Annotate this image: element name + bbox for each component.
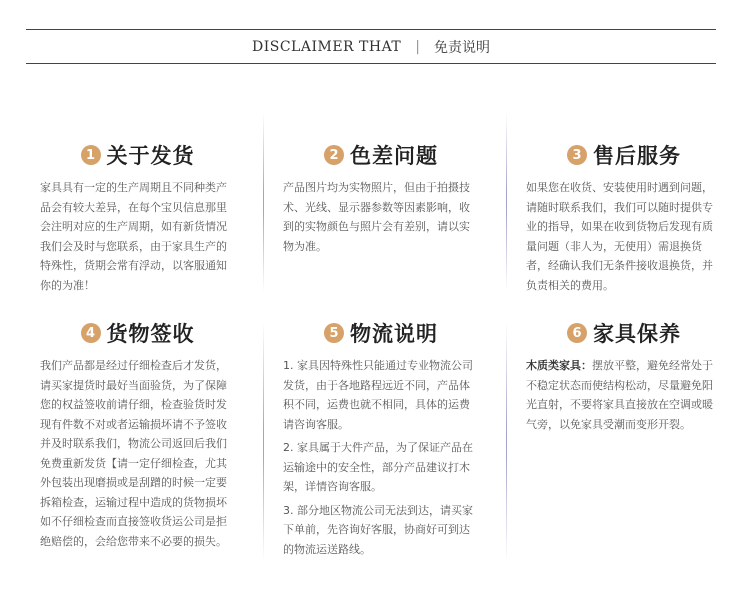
header-title-cn: 免责说明 (434, 39, 490, 56)
card-body (283, 356, 479, 559)
card-title (526, 140, 722, 170)
card-maintenance (526, 318, 722, 434)
card-body (40, 356, 235, 551)
column-divider (506, 322, 507, 562)
wood-furniture-label: 木质类家具： (526, 359, 592, 372)
card-text (526, 356, 722, 434)
card-body (40, 178, 235, 295)
header-title-en: DISCLAIMER THAT (252, 38, 402, 55)
card-body (283, 178, 479, 256)
number-badge: 6 (567, 323, 587, 343)
card-title (40, 318, 235, 348)
column-divider (263, 322, 264, 562)
maintenance-text: 摆放平整，避免经常处于不稳定状态而使结构松动，尽量避免阳光直射，不要将家具直接放在空调或暖气旁，以免家具受潮而变形开裂。 (526, 359, 713, 431)
disclaimer-header (26, 30, 716, 63)
card-receipt (40, 318, 235, 551)
logistics-item-2: 2. 家具属于大件产品，为了保证产品在运输途中的安全性，部分产品建议打木架，详情咨询客服。 (283, 441, 473, 493)
card-heading: 色差问题 (350, 144, 438, 168)
card-text: 家具具有一定的生产周期且不同种类产品会有较大差异，在每个宝贝信息那里会注明对应的生产周期，如有新货情况我们会及时与您联系，由于家具生产的特殊性，货期会常有浮动，以客服通知你的为准！ (40, 181, 227, 292)
logistics-item-1: 1. 家具因特殊性只能通过专业物流公司发货，由于各地路程远近不同，产品体积不同，运费也就不相同，具体的运费请咨询客服。 (283, 359, 473, 431)
card-text: 如果您在收货、安装使用时遇到问题，请随时联系我们，我们可以随时提供专业的指导，如果在收到货物后发现有质量问题（非人为，无使用）需退换货者，经确认我们无条件接收退换货，并负责相关的费用。 (526, 181, 713, 292)
card-title (283, 140, 479, 170)
card-heading: 售后服务 (593, 144, 681, 168)
card-heading: 关于发货 (106, 144, 195, 168)
card-text: 产品图片均为实物照片，但由于拍摄技术、光线、显示器参数等因素影响，收到的实物颜色与照片会有差别，请以实物为准。 (283, 181, 470, 253)
card-body (526, 356, 722, 434)
card-body (526, 178, 722, 295)
card-shipping (40, 140, 235, 295)
logistics-item-3: 3. 部分地区物流公司无法到达，请买家下单前，先咨询好客服，协商好可到达的物流运送路线。 (283, 503, 473, 556)
header-separator: | (415, 38, 420, 55)
card-heading: 物流说明 (350, 322, 438, 346)
number-badge: 2 (324, 145, 344, 165)
column-divider (263, 112, 264, 292)
card-title (526, 318, 722, 348)
card-title (40, 140, 235, 170)
card-text: 我们产品都是经过仔细检查后才发货，请买家提货时最好当面验货，为了保障您的权益签收前请仔细，检查验货时发现有件数不对或者运输损坏请不予签收并及时联系我们，物流公司返回后我们免费重新发货【请一定仔细检查，尤其外包装出现磨损或是刮蹭的时候一定要拆箱检查，运输过程中造成的货物损坏如不仔细检查而直接签收货运公司是拒绝赔偿的，会给您带来不必要的损失。 (40, 359, 227, 548)
number-badge: 5 (324, 323, 344, 343)
card-title (283, 318, 479, 348)
card-after-sales (526, 140, 722, 295)
column-divider (506, 112, 507, 292)
number-badge: 1 (81, 145, 101, 165)
card-color-difference (283, 140, 479, 256)
number-badge: 3 (567, 145, 587, 165)
card-heading: 货物签收 (106, 322, 195, 346)
number-badge: 4 (81, 323, 101, 343)
card-logistics (283, 318, 479, 559)
header-bottom-rule (26, 63, 716, 64)
card-heading: 家具保养 (593, 322, 681, 346)
